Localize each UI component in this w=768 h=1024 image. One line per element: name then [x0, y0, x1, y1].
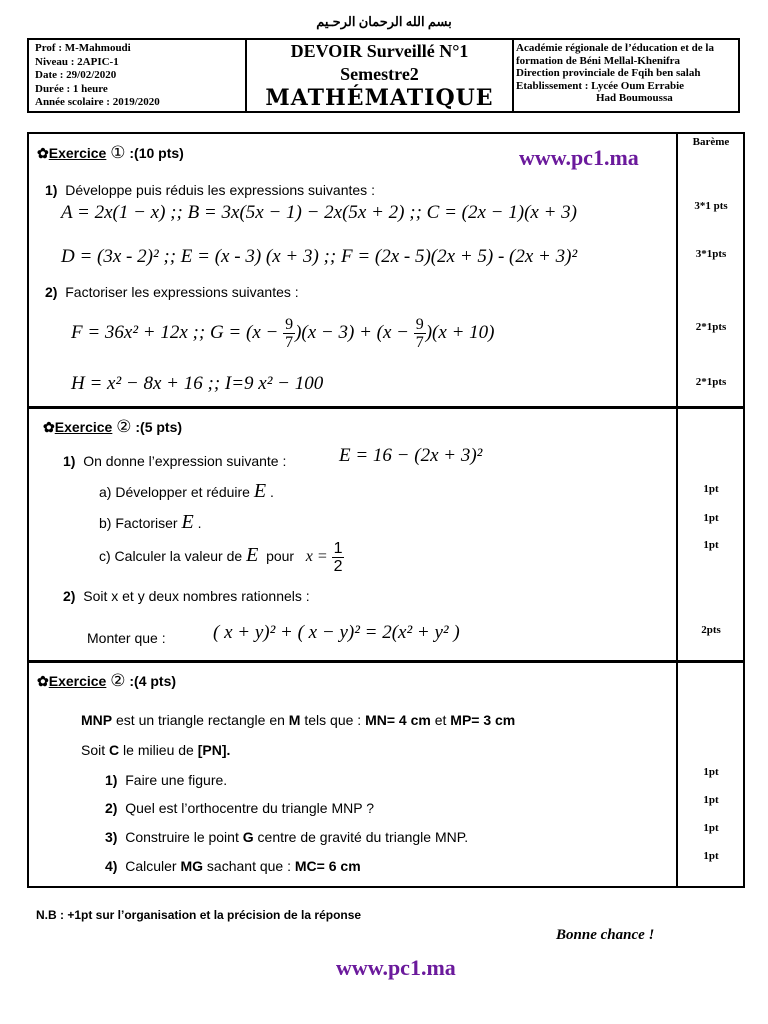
- ex2-number: ②: [116, 417, 132, 436]
- devoir-title: DEVOIR Surveillé N°1: [290, 41, 469, 61]
- website-link[interactable]: www.pc1.ma: [519, 145, 639, 170]
- ex3-item-1: 1) Faire une figure.: [105, 772, 228, 788]
- ex2-c: c) Calculer la valeur de E pour x = $\frac{1}{2}$: [99, 540, 343, 575]
- ex3-pts-4: 1pt: [703, 850, 719, 862]
- ex3-pts-2: 1pt: [703, 794, 719, 806]
- date-line: Date : 29/02/2020: [35, 69, 117, 81]
- ex1-pts-2: 3*1pts: [695, 248, 727, 260]
- ex2-pts-4: 2pts: [701, 624, 721, 636]
- ex1-q2-text: Factoriser les expressions suivantes :: [65, 284, 299, 300]
- ex2-title: [43, 417, 182, 437]
- ex3-pts-1: 1pt: [703, 766, 719, 778]
- ex2-q2: [63, 588, 310, 604]
- bareme-label: Barème: [692, 136, 730, 148]
- exam-body: [27, 132, 745, 888]
- ex1-line-abc: A = 2x(1 − x) ;; B = 3x(5x − 1) − 2x(5x + 2) ;; C = (2x − 1)(x + 3): [61, 202, 577, 223]
- ex1-frac-2: $\frac{9}{7}$: [415, 316, 424, 351]
- ex1-pts-4: 2*1pts: [695, 376, 727, 388]
- ex1-q2-num: 2): [45, 284, 58, 300]
- niveau-line: Niveau : 2APIC-1: [35, 55, 119, 68]
- ex1-title: [37, 143, 184, 163]
- ex3-label: Exercice: [48, 673, 107, 689]
- ex3-title: [37, 671, 176, 691]
- ex1-number: ①: [110, 143, 126, 162]
- header-right: [510, 40, 738, 111]
- location-line: Had Boumoussa: [596, 92, 673, 104]
- ex3-item-4: 4) Calculer MG sachant que : MC= 6 cm: [105, 858, 361, 874]
- ex3-number: ②: [110, 671, 126, 690]
- ex2-q2-text: Soit x et y deux nombres rationnels :: [83, 588, 310, 604]
- ex1-pts-3: 2*1pts: [695, 321, 727, 333]
- ex1-line-def: D = (3x - 2)² ;; E = (x - 3) (x + 3) ;; F = (2x - 5)(2x + 5) - (2x + 3)²: [61, 246, 578, 267]
- ex2-q1: [63, 453, 286, 469]
- ex2-points: :(5 pts): [131, 419, 183, 435]
- ex3-item-3: 3) Construire le point G centre de gravité du triangle MNP.: [105, 829, 469, 845]
- annee-line: Année scolaire : 2019/2020: [35, 96, 160, 108]
- academie-line2: formation de Béni Mellal-Khenifra: [516, 54, 681, 67]
- ex2-q1-text: On donne l’expression suivante :: [83, 453, 287, 469]
- subject-title: MATHÉMATIQUE: [265, 85, 494, 111]
- ex3-points: :(4 pts): [125, 673, 177, 689]
- ex2-expression: E = 16 − (2x + 3)²: [339, 445, 483, 466]
- ex2-label: Exercice: [54, 419, 113, 435]
- ex1-pts-1: 3*1 pts: [694, 200, 728, 212]
- ex3-pts-3: 1pt: [703, 822, 719, 834]
- ex2-q1-num: 1): [63, 453, 76, 469]
- header-left: [29, 40, 257, 111]
- etablissement-line: Etablissement : Lycée Oum Errabie: [516, 79, 685, 92]
- prof-line: Prof : M-Mahmoudi: [35, 42, 131, 54]
- header-box: [27, 38, 740, 113]
- ex1-g-mid: )(x − 3) + (x −: [295, 321, 414, 343]
- ex3-item-2: 2) Quel est l’orthocentre du triangle MNP ?: [105, 800, 374, 816]
- ex3-soit: Soit C le milieu de [PN].: [81, 742, 231, 758]
- ex1-q1: [45, 182, 375, 198]
- direction-line: Direction provinciale de Fqih ben salah: [516, 67, 701, 79]
- duree-line: Durée : 1 heure: [35, 82, 108, 95]
- flower-icon: ✿: [43, 419, 55, 435]
- ex1-line-fg: [71, 316, 494, 351]
- ex1-q1-num: 1): [45, 182, 58, 198]
- ex3-intro: MNP est un triangle rectangle en M tels que : MN= 4 cm et MP= 3 cm: [81, 712, 516, 728]
- website-footer-link[interactable]: www.pc1.ma: [336, 955, 456, 980]
- ex2-b: b) Factoriser E .: [99, 511, 202, 533]
- ex2-q2-num: 2): [63, 588, 76, 604]
- nb-note: N.B : +1pt sur l’organisation et la précision de la réponse: [36, 908, 362, 922]
- ex2-a: a) Développer et réduire E .: [99, 480, 274, 502]
- ex1-f-g-start: F = 36x² + 12x ;; G = (x −: [71, 321, 284, 343]
- separator-2: [29, 660, 743, 663]
- ex1-frac-1: $\frac{9}{7}$: [285, 316, 294, 351]
- ex2-frac: $\frac{1}{2}$: [333, 540, 343, 575]
- academie-line1: Académie régionale de l’éducation et de la: [516, 42, 714, 54]
- flower-icon: ✿: [37, 673, 49, 689]
- ex2-pts-3: 1pt: [703, 539, 719, 551]
- ex2-pts-2: 1pt: [703, 512, 719, 524]
- semestre-title: Semestre2: [340, 64, 419, 84]
- ex2-identity: ( x + y)² + ( x − y)² = 2(x² + y² ): [213, 622, 460, 643]
- flower-icon: ✿: [37, 145, 49, 161]
- ex2-monter: Monter que :: [87, 630, 166, 646]
- ex1-q2: [45, 284, 299, 300]
- header-title: [245, 40, 514, 111]
- ex1-g-end: )(x + 10): [425, 321, 495, 343]
- ex1-q1-text: Développe puis réduis les expressions suivantes :: [65, 182, 375, 198]
- ex1-label: Exercice: [48, 145, 107, 161]
- separator-1: [29, 406, 743, 409]
- ex2-pts-1: 1pt: [703, 483, 719, 495]
- basmala: بسم الله الرحمان الرحـيم: [316, 14, 452, 29]
- ex1-line-hi: H = x² − 8x + 16 ;; I=9 x² − 100: [71, 373, 324, 394]
- bonne-chance: Bonne chance !: [556, 927, 655, 943]
- ex1-points: :(10 pts): [125, 145, 184, 161]
